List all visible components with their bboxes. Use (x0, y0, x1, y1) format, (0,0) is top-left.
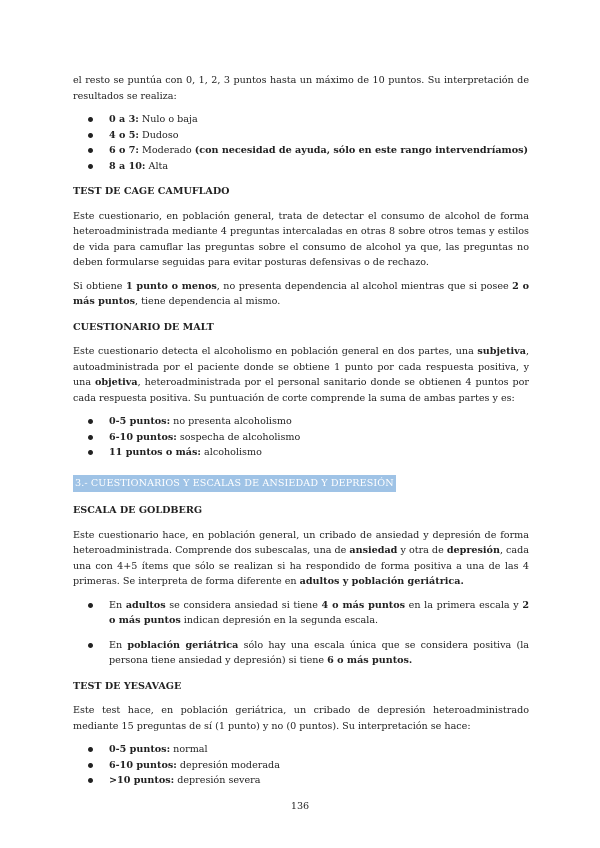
list-item: 0-5 puntos: normal (73, 742, 529, 758)
malt-score-list (73, 414, 529, 461)
cage-heading: TEST DE CAGE CAMUFLADO (73, 186, 230, 197)
list-item: 6-10 puntos: depresión moderada (73, 758, 529, 774)
goldberg-paragraph: Este cuestionario hace, en población general, un cribado de ansiedad y depresión de forma heteroadministrada. Comprende dos subescalas, una de ansiedad y otra de depresión, cada una con 4+5 ítems que sólo se realizan si ha respondido de forma positiva a una de las 4 primeras. Se interpreta de forma diferente en adultos y población geriátrica. (73, 529, 529, 587)
list-item: 4 o 5: Dudoso (73, 128, 529, 144)
cage-paragraph: Este cuestionario, en población general, trata de detectar el consumo de alcohol de forma heteroadministrada mediante 4 preguntas intercaladas en otras 8 sobre otros temas y estilos de vida para camuflar las preguntas sobre el consumo de alcohol ya que, las preguntas no deben formularse seguidas para evitar posturas defensivas o de rechazo. (73, 210, 529, 268)
bullet-icon (88, 117, 93, 122)
bullet-icon (88, 435, 93, 440)
yesavage-paragraph: Este test hace, en población geriátrica, un cribado de depresión heteroadministrado mediante 15 preguntas de sí (1 punto) y no (0 puntos). Su interpretación se hace: (73, 705, 529, 732)
bullet-icon (88, 419, 93, 424)
goldberg-list (73, 598, 529, 669)
yesavage-heading: TEST DE YESAVAGE (73, 680, 182, 692)
list-item: 0-5 puntos: no presenta alcoholismo (73, 414, 529, 430)
list-item: 11 puntos o más: alcoholismo (73, 445, 529, 461)
malt-heading: CUESTIONARIO DE MALT (73, 321, 214, 333)
goldberg-heading: ESCALA DE GOLDBERG (73, 505, 203, 516)
list-item: En población geriátrica sólo hay una escala única que se considera positiva (la persona tiene ansiedad y depresión) si tiene 6 o más puntos. (73, 638, 529, 669)
bullet-icon (88, 148, 93, 153)
page-content (73, 73, 529, 797)
bullet-icon (88, 450, 93, 455)
bullet-icon (88, 133, 93, 138)
list-item: 8 a 10: Alta (73, 159, 529, 175)
intro-paragraph: el resto se puntúa con 0, 1, 2, 3 puntos hasta un máximo de 10 puntos. Su interpretación de resultados se realiza: (73, 75, 529, 102)
list-item: 6-10 puntos: sospecha de alcoholismo (73, 430, 529, 446)
cage-score-list (73, 112, 529, 174)
list-item: >10 puntos: depresión severa (73, 773, 529, 789)
bullet-icon (88, 763, 93, 768)
bullet-icon (88, 643, 93, 648)
list-item: En adultos se considera ansiedad si tiene 4 o más puntos en la primera escala y 2 o más puntos indican depresión en la segunda escala. (73, 598, 529, 629)
bullet-icon (88, 747, 93, 752)
bullet-icon (88, 603, 93, 608)
malt-paragraph: Este cuestionario detecta el alcoholismo en población general en dos partes, una subjetiva, autoadministrada por el paciente donde se obtiene 1 punto por cada respuesta positiva, y una objetiva, heteroadministrada por el personal sanitario donde se obtienen 4 puntos por cada respuesta positiva. Su puntuación de corte comprende la suma de ambas partes y es: (73, 346, 529, 404)
section-heading: 3.- CUESTIONARIOS Y ESCALAS DE ANSIEDAD Y DEPRESIÓN (73, 475, 396, 493)
yesavage-score-list (73, 742, 529, 789)
cage-result-paragraph: Si obtiene 1 punto o menos, no presenta dependencia al alcohol mientras que si posee 2 o más puntos, tiene dependencia al mismo. (73, 280, 529, 307)
list-item: 6 o 7: Moderado (con necesidad de ayuda, sólo en este rango intervendríamos) (73, 143, 529, 159)
bullet-icon (88, 164, 93, 169)
list-item: 0 a 3: Nulo o baja (73, 112, 529, 128)
page-number: 136 (290, 801, 310, 812)
bullet-icon (88, 778, 93, 783)
